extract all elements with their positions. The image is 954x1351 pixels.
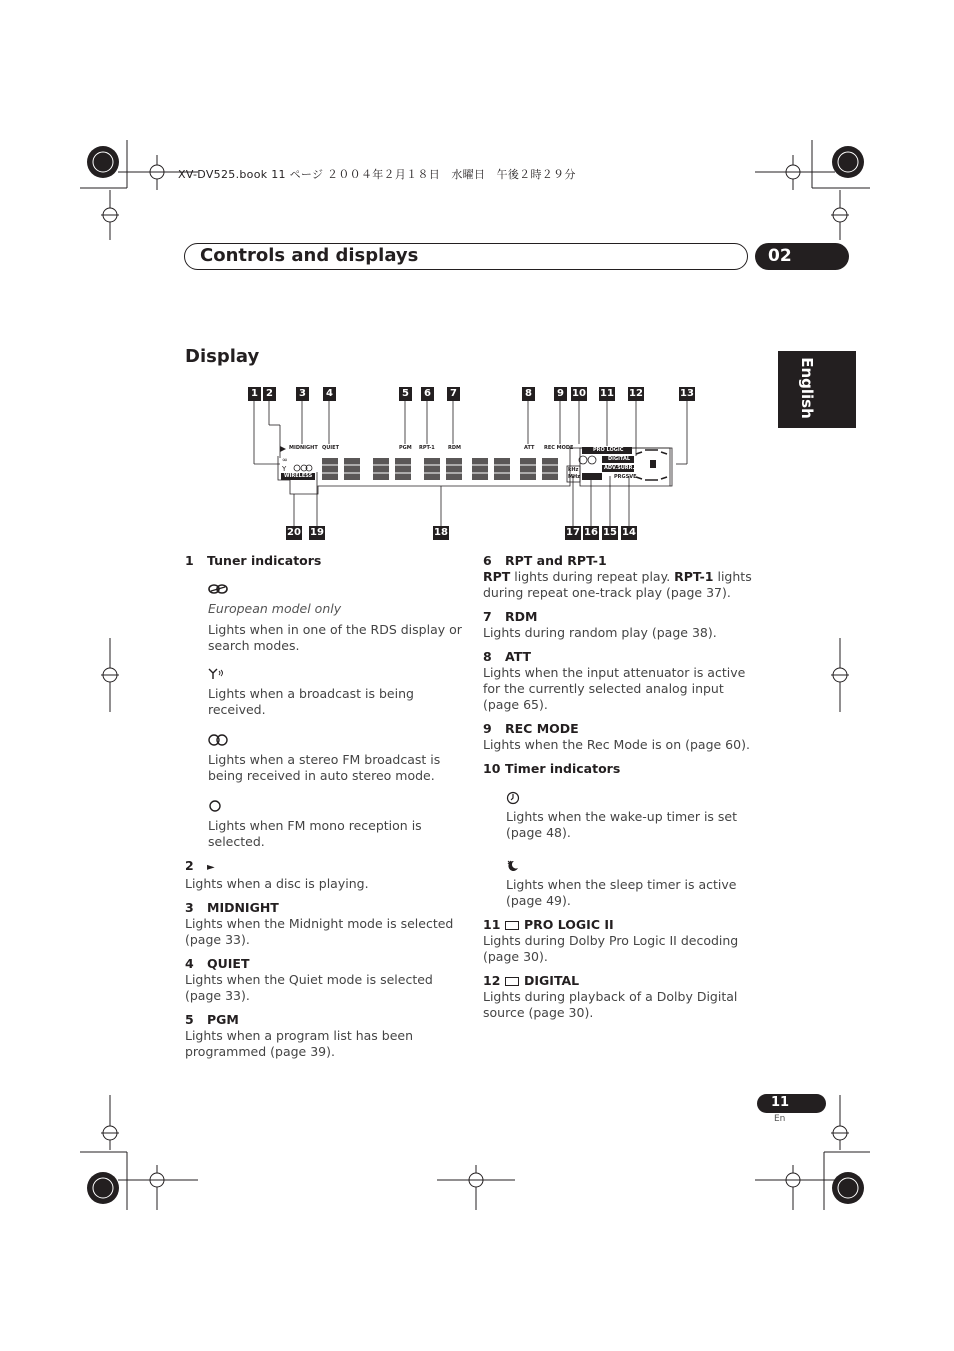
label-khz: kHz	[568, 467, 579, 473]
label-midnight: MIDNIGHT	[289, 445, 318, 451]
dolby-icon	[505, 921, 519, 930]
callout-3: 3	[296, 387, 309, 401]
page-number-badge	[757, 1094, 826, 1113]
item-1-heading: 1 Tuner indicators	[185, 553, 322, 568]
broadcast-text: Lights when a broadcast is being received.	[208, 686, 414, 717]
page-language: En	[774, 1114, 786, 1124]
antenna-icon	[208, 668, 465, 682]
callout-5: 5	[399, 387, 412, 401]
item-11-text: Lights during Dolby Pro Logic II decoding (page 30).	[483, 933, 739, 964]
svg-text:∞: ∞	[282, 456, 288, 464]
item-4-text: Lights when the Quiet mode is selected (page 33).	[185, 972, 433, 1003]
callout-13: 13	[680, 388, 694, 399]
display-panel-graphic	[240, 380, 710, 550]
section-title: Controls and displays	[200, 245, 419, 266]
chapter-number: 02	[768, 246, 792, 266]
page-number: 11	[771, 1095, 790, 1110]
label-prgsve: PRGSVE	[614, 474, 637, 480]
label-quiet: QUIET	[322, 445, 339, 451]
callout-9: 9	[554, 387, 567, 401]
item-8-text: Lights when the input attenuator is active for the currently selected analog input (page 65).	[483, 665, 746, 712]
label-rdm: RDM	[448, 445, 461, 451]
rds-icon	[208, 583, 465, 597]
item-9-text: Lights when the Rec Mode is on (page 60).	[483, 737, 750, 752]
label-rpt1: RPT-1	[419, 445, 435, 451]
label-mhz: MHz	[568, 474, 581, 480]
callout-17: 17	[566, 527, 580, 538]
sleep-timer-text: Lights when the sleep timer is active (page 49).	[506, 877, 737, 908]
callout-11: 11	[600, 388, 614, 399]
item-9-heading: 9 REC MODE	[483, 721, 579, 736]
wake-timer-icon	[506, 791, 763, 805]
item-3-heading: 3 MIDNIGHT	[185, 900, 279, 915]
item-11-heading: 11 PRO LOGIC II	[483, 917, 614, 932]
item-12-heading: 12 DIGITAL	[483, 973, 580, 988]
item-3-text: Lights when the Midnight mode is selected (page 33).	[185, 916, 454, 947]
callout-4: 4	[323, 387, 336, 401]
rds-note: European model only	[208, 601, 342, 616]
label-pro-logic: PRO LOGIC	[593, 447, 624, 453]
play-icon: ►	[207, 862, 215, 873]
mono-text: Lights when FM mono reception is selected.	[208, 818, 422, 849]
callout-6: 6	[421, 387, 434, 401]
callout-15: 15	[603, 527, 617, 538]
language-tab	[778, 351, 856, 428]
right-column	[483, 553, 763, 1021]
item-6-text: RPT lights during repeat play. RPT-1 lights during repeat one-track play (page 37).	[483, 569, 752, 600]
svg-text:Y: Y	[282, 465, 287, 473]
item-7-text: Lights during random play (page 38).	[483, 625, 717, 640]
mono-icon	[208, 800, 465, 814]
item-2-text: Lights when a disc is playing.	[185, 876, 369, 891]
callout-18: 18	[434, 527, 448, 538]
item-5-heading: 5 PGM	[185, 1012, 239, 1027]
display-heading: Display	[185, 346, 260, 367]
file-header: XV-DV525.book 11 ページ ２００４年２月１８日 水曜日 午後２時２９分	[178, 168, 576, 181]
wake-timer-text: Lights when the wake-up timer is set (page 48).	[506, 809, 738, 840]
callout-2: 2	[263, 387, 276, 401]
item-12-text: Lights during playback of a Dolby Digital source (page 30).	[483, 989, 738, 1020]
left-column	[185, 553, 465, 1060]
callout-8: 8	[522, 387, 535, 401]
rds-text: Lights when in one of the RDS display or search modes.	[208, 622, 462, 653]
callout-1: 1	[248, 387, 261, 401]
item-2-heading: 2 ►	[185, 858, 215, 873]
language-tab-label: English	[798, 357, 816, 419]
sleep-timer-icon	[506, 859, 763, 873]
callout-20: 20	[287, 527, 301, 538]
item-5-text: Lights when a program list has been programmed (page 39).	[185, 1028, 414, 1059]
item-6-heading: 6 RPT and RPT-1	[483, 553, 607, 568]
item-7-heading: 7 RDM	[483, 609, 538, 624]
callout-14: 14	[622, 527, 636, 538]
label-rec-mode: REC MODE	[544, 445, 574, 451]
callout-7: 7	[447, 387, 460, 401]
label-att: ATT	[524, 445, 535, 451]
dolby-icon	[505, 977, 519, 986]
label-pgm: PGM	[399, 445, 412, 451]
label-digital: DIGITAL	[608, 456, 631, 462]
item-10-heading: 10 Timer indicators	[483, 761, 621, 776]
callout-19: 19	[310, 527, 324, 538]
callout-16: 16	[584, 527, 598, 538]
callout-12: 12	[629, 388, 643, 399]
label-wireless: WIRELESS	[284, 473, 313, 479]
front-panel-display-diagram	[240, 380, 710, 550]
item-8-heading: 8 ATT	[483, 649, 532, 664]
item-4-heading: 4 QUIET	[185, 956, 250, 971]
label-adv-surr: ADV.SURR.	[604, 465, 635, 471]
callout-10: 10	[572, 388, 586, 399]
stereo-icon	[208, 734, 465, 748]
stereo-text: Lights when a stereo FM broadcast is being received in auto stereo mode.	[208, 752, 441, 783]
